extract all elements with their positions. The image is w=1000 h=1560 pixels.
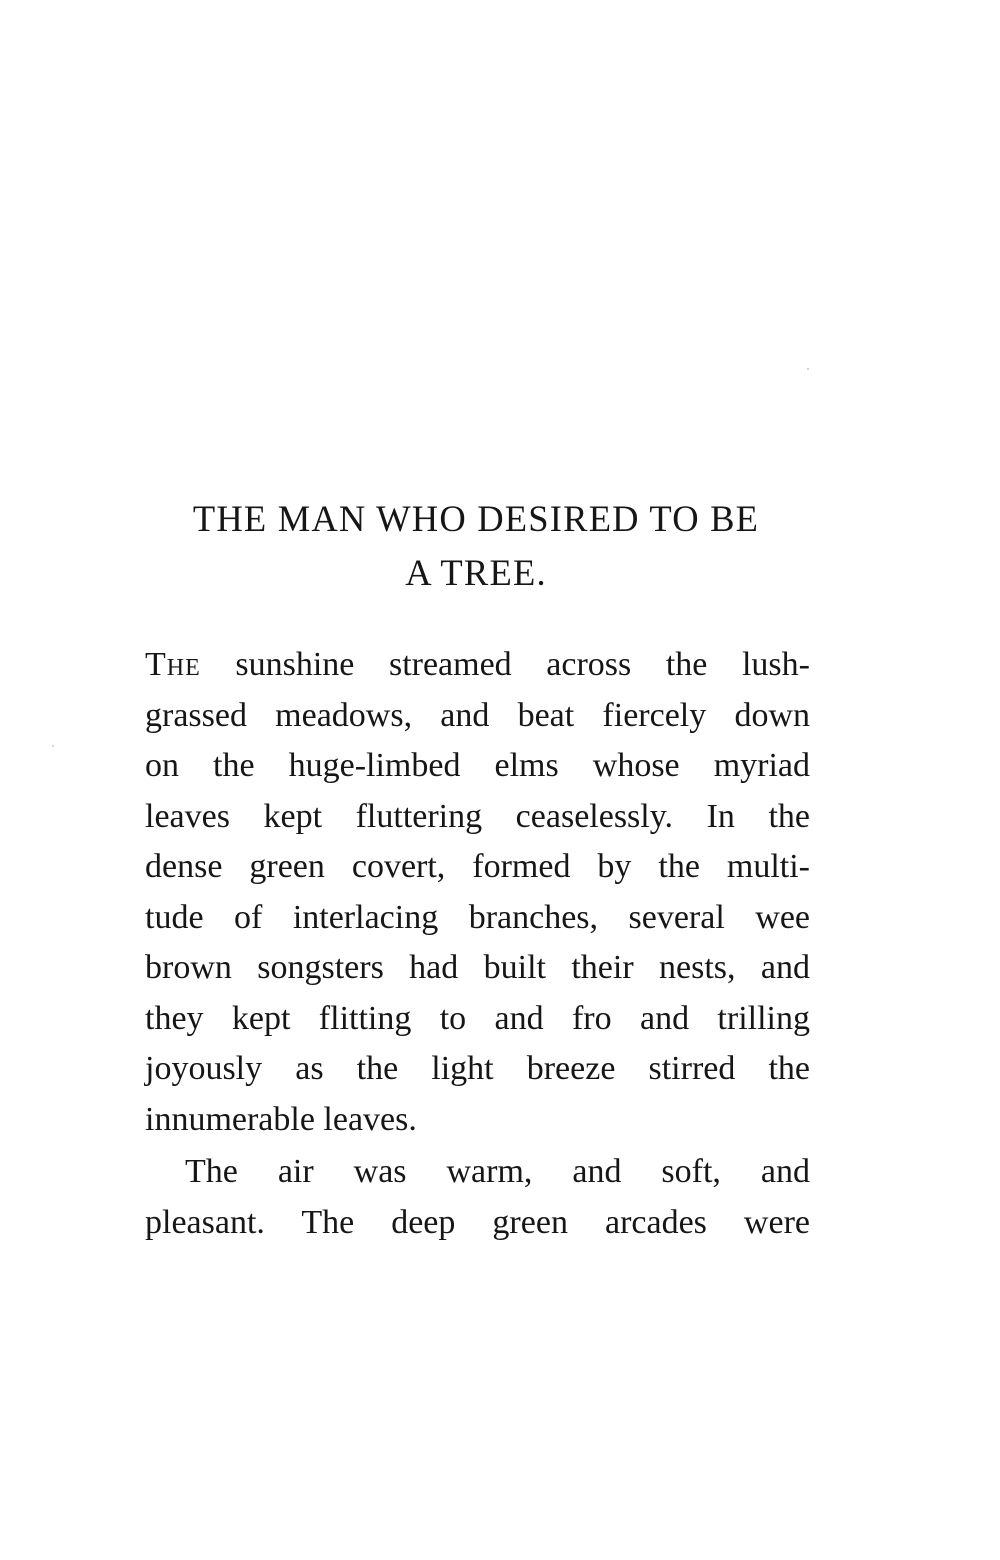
paragraph-1 xyxy=(145,640,810,1145)
paragraph-line xyxy=(145,640,810,691)
paragraph-2 xyxy=(145,1147,810,1248)
paragraph-line: joyously as the light breeze stirred the xyxy=(145,1050,810,1087)
paper-speck xyxy=(807,368,809,370)
opening-line-text: sunshine streamed across the lush- xyxy=(200,646,810,683)
chapter-title xyxy=(143,492,809,600)
paragraph-line: tude of interlacing branches, several wee xyxy=(145,898,810,936)
paragraph-line: brown songsters had built their nests, and xyxy=(145,949,810,986)
paragraph-line: leaves kept fluttering ceaselessly. In the xyxy=(145,797,810,835)
paragraph-line: grassed meadows, and beat fiercely down xyxy=(145,696,810,734)
paragraph-line: on the huge-limbed elms whose myriad xyxy=(145,747,810,784)
paragraph-line: they kept flitting to and fro and trilling xyxy=(145,999,810,1037)
paragraph-line: pleasant. The deep green arcades were xyxy=(145,1203,810,1241)
body-text xyxy=(145,640,810,1248)
opening-word: The xyxy=(145,646,201,683)
chapter-title-line-1: THE MAN WHO DESIRED TO BE xyxy=(192,498,760,539)
chapter-title-line-2: A TREE. xyxy=(405,552,547,593)
paragraph-line: The air was warm, and soft, and xyxy=(185,1153,810,1190)
paper-speck xyxy=(52,745,54,747)
paragraph-line: dense green covert, formed by the multi- xyxy=(145,848,810,885)
paragraph-line: innumerable leaves. xyxy=(145,1100,417,1138)
